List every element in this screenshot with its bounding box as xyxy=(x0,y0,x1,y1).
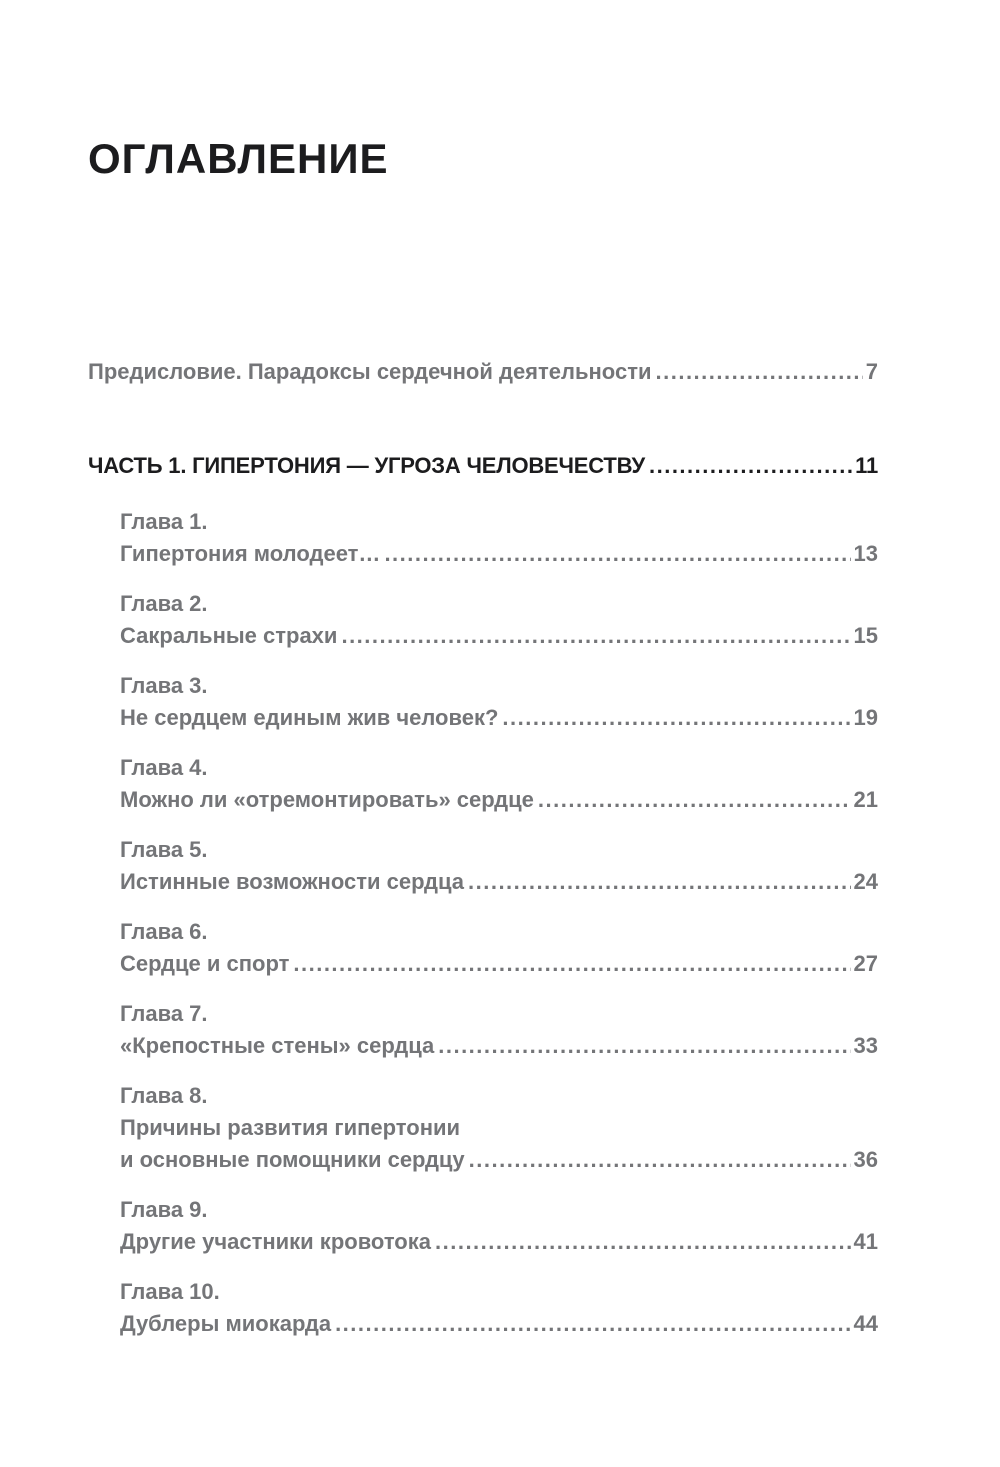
chapter-page-number: 21 xyxy=(853,787,878,812)
part-page-number: 11 xyxy=(855,453,878,478)
page-title: ОГЛАВЛЕНИЕ xyxy=(88,135,389,182)
toc-chapter-entry xyxy=(120,1194,878,1258)
dot-leader xyxy=(341,620,850,652)
dot-leader xyxy=(538,784,851,816)
chapter-title: Гипертония молодеет… xyxy=(120,541,381,566)
chapter-title-line1: Причины развития гипертонии xyxy=(120,1115,461,1140)
chapter-number: Глава 3. xyxy=(120,673,208,698)
chapter-number: Глава 7. xyxy=(120,1001,208,1026)
chapter-title: Сакральные страхи xyxy=(120,623,338,648)
chapter-number: Глава 2. xyxy=(120,591,208,616)
chapter-title-row xyxy=(120,538,878,570)
chapter-number: Глава 10. xyxy=(120,1279,220,1304)
chapter-page-number: 15 xyxy=(853,623,878,648)
toc-part-entry xyxy=(88,450,878,482)
chapter-page-number: 27 xyxy=(853,951,878,976)
chapter-page-number: 19 xyxy=(853,705,878,730)
chapter-page-number: 36 xyxy=(853,1147,878,1172)
chapter-title: Истинные возможности сердца xyxy=(120,869,464,894)
chapter-title-row xyxy=(120,1308,878,1340)
preface-label: Предисловие. Парадоксы сердечной деятельности xyxy=(88,359,652,384)
dot-leader xyxy=(335,1308,850,1340)
toc-chapter-entry xyxy=(120,1080,878,1176)
chapter-title-row xyxy=(120,620,878,652)
chapter-title: Не сердцем единым жив человек? xyxy=(120,705,499,730)
chapter-number: Глава 4. xyxy=(120,755,208,780)
toc-chapter-entry xyxy=(120,506,878,570)
toc-chapter-entry xyxy=(120,670,878,734)
toc-chapter-entry xyxy=(120,752,878,816)
toc-preface-entry xyxy=(88,356,878,388)
chapter-page-number: 13 xyxy=(853,541,878,566)
chapter-title-row xyxy=(120,1144,878,1176)
toc-chapter-entry xyxy=(120,998,878,1062)
chapter-number: Глава 9. xyxy=(120,1197,208,1222)
chapter-title: Дублеры миокарда xyxy=(120,1311,332,1336)
toc-chapter-entry xyxy=(120,1276,878,1340)
dot-leader xyxy=(502,702,850,734)
toc-chapter-entry xyxy=(120,588,878,652)
chapter-title: Сердце и спорт xyxy=(120,951,290,976)
dot-leader xyxy=(656,356,863,388)
chapter-title: «Крепостные стены» сердца xyxy=(120,1033,435,1058)
toc-chapter-entry xyxy=(120,916,878,980)
chapter-number: Глава 6. xyxy=(120,919,208,944)
chapter-title-row xyxy=(120,784,878,816)
chapter-page-number: 33 xyxy=(853,1033,878,1058)
dot-leader xyxy=(293,948,850,980)
chapter-title-row xyxy=(120,948,878,980)
chapter-number: Глава 8. xyxy=(120,1083,208,1108)
chapter-title-row xyxy=(120,702,878,734)
dot-leader xyxy=(384,538,850,570)
chapter-title-row xyxy=(120,1226,878,1258)
dot-leader xyxy=(435,1226,851,1258)
chapter-title: и основные помощники сердцу xyxy=(120,1147,465,1172)
dot-leader xyxy=(438,1030,850,1062)
dot-leader xyxy=(469,1144,851,1176)
chapter-page-number: 41 xyxy=(853,1229,878,1254)
chapter-title: Другие участники кровотока xyxy=(120,1229,431,1254)
preface-page-number: 7 xyxy=(865,359,878,384)
chapter-number: Глава 5. xyxy=(120,837,208,862)
dot-leader xyxy=(468,866,851,898)
toc-chapter-entry xyxy=(120,834,878,898)
chapter-number: Глава 1. xyxy=(120,509,208,534)
chapter-title-row xyxy=(120,866,878,898)
dot-leader xyxy=(649,450,852,482)
chapter-title: Можно ли «отремонтировать» сердце xyxy=(120,787,534,812)
chapter-page-number: 24 xyxy=(853,869,878,894)
chapter-page-number: 44 xyxy=(853,1311,878,1336)
part-label: ЧАСТЬ 1. ГИПЕРТОНИЯ — УГРОЗА ЧЕЛОВЕЧЕСТВУ xyxy=(88,453,645,478)
chapter-title-row xyxy=(120,1030,878,1062)
